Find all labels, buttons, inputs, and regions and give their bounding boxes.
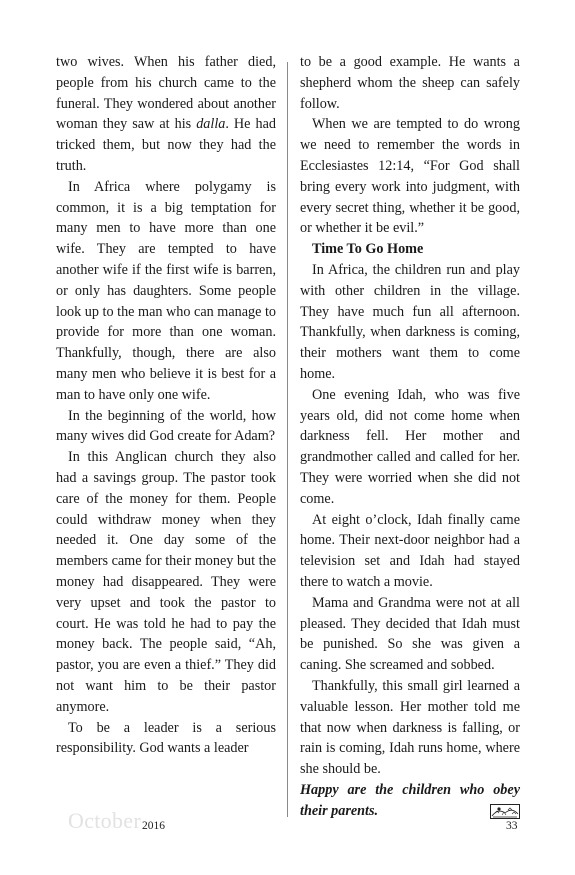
paragraph: One evening Idah, who was five years old, did not come home when darkness fell. Her mother and grandmother called and called for her. They were worried when she did not come. bbox=[300, 386, 520, 507]
closing-text: Happy are the children who obey their parents. bbox=[300, 781, 520, 819]
paragraph bbox=[56, 52, 276, 177]
paragraph-text: . He had tricked them, but now they had the truth. bbox=[56, 116, 276, 174]
section-heading: Time To Go Home bbox=[312, 241, 424, 258]
left-column bbox=[56, 52, 276, 759]
footer-month: October bbox=[68, 808, 141, 833]
paragraph: At eight o’clock, Idah finally came home. Their next-door neighbor had a television set and Idah had stayed there to watch a movie. bbox=[300, 511, 520, 590]
page-number: 33 bbox=[506, 820, 518, 832]
column-divider bbox=[287, 62, 288, 817]
paragraph-text: two wives. When his father died, people from his church came to the funeral. They wondered about another woman they saw at his bbox=[56, 54, 276, 133]
right-column bbox=[300, 52, 520, 821]
paragraph: In the beginning of the world, how many wives did God create for Adam? bbox=[56, 407, 276, 445]
paragraph: To be a leader is a serious responsibility. God wants a leader bbox=[56, 719, 276, 757]
closing-paragraph bbox=[300, 780, 520, 822]
paragraph: In Africa where polygamy is common, it is a big temptation for many men to have more than one wife. They are tempted to have another wife if the first wife is barren, or only has daughters. Some people look up to the man who can manage to provide for more than one woman. Thankfully, though, there are also many men who believe it is best for a man to have only one wife. bbox=[56, 178, 276, 403]
paragraph: In this Anglican church they also had a savings group. The pastor took care of the money for them. People could withdraw money when they needed it. One day some of the members came for their money but the money had disappeared. They were very upset and took the pastor to court. He was told he had to pay the money back. The people said, “Ah, pastor, you are even a thief.” They did not want him to be their pastor anymore. bbox=[56, 449, 276, 715]
paragraph: to be a good example. He wants a shepherd whom the sheep can safely follow. bbox=[300, 54, 520, 112]
paragraph: In Africa, the children run and play with other children in the village. They have much fun all afternoon. Thankfully, when darkness is coming, their mothers want them to come home. bbox=[300, 261, 520, 382]
paragraph: When we are tempted to do wrong we need to remember the words in Ecclesiastes 12:14, “For God shall bring every work into judgment, with every secret thing, whether it be good, or whether it be evil.” bbox=[300, 116, 520, 237]
paragraph: Thankfully, this small girl learned a valuable lesson. Her mother told me that now when darkness is falling, or rain is coming, Idah runs home, where she should be. bbox=[300, 677, 520, 778]
paragraph: Mama and Grandma were not at all pleased. They decided that Idah must be punished. So she was given a caning. She screamed and sobbed. bbox=[300, 594, 520, 674]
italic-word: dalla bbox=[196, 116, 226, 133]
village-scene-icon bbox=[490, 804, 520, 819]
footer-year: 2016 bbox=[142, 820, 165, 832]
